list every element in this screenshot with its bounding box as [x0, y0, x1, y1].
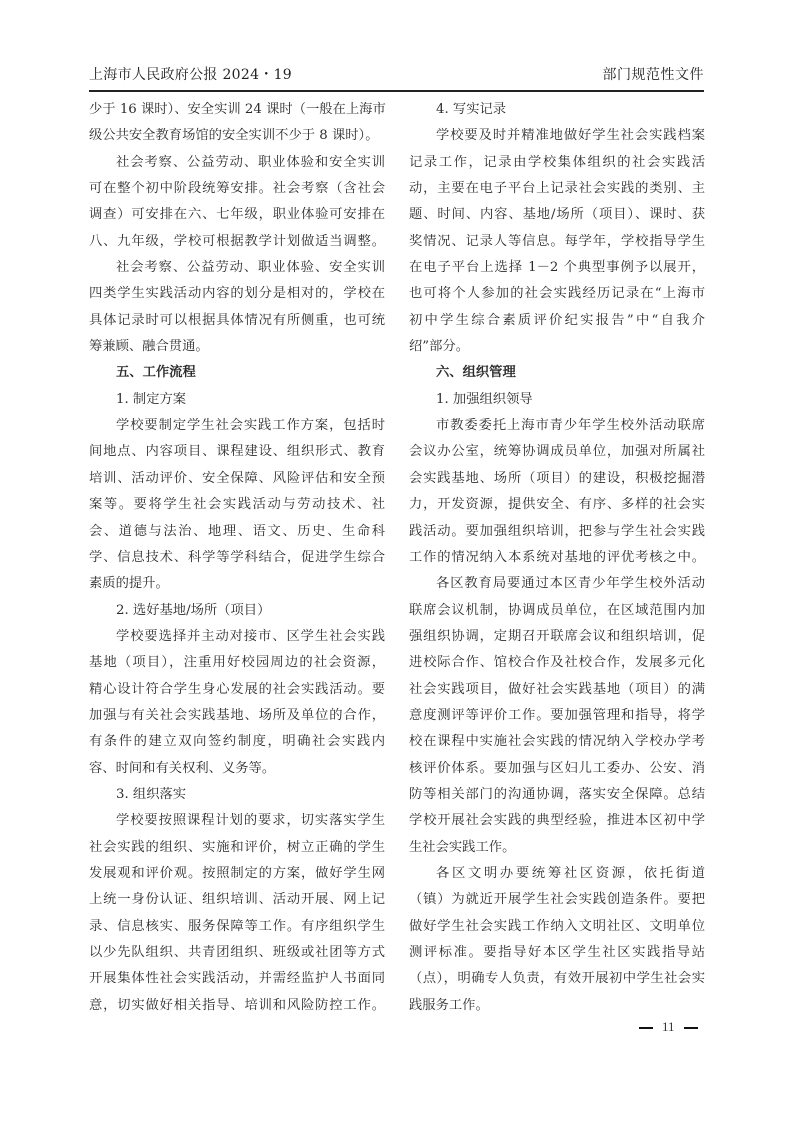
text-line: 市教委委托上海市青少年学生校外活动联席 [436, 418, 705, 434]
text-line: 学校要及时并精准地做好学生社会实践档案 [436, 128, 705, 144]
section-title: 部门规范性文件 [602, 67, 704, 83]
text-line: 可在整个初中阶段统筹安排。社会考察（含社会 [89, 181, 385, 197]
text-line: 四类学生实践活动内容的划分是相对的，学校在 [89, 286, 385, 302]
text-line: 生社会实践工作。 [409, 839, 516, 855]
text-line: 学校要制定学生社会实践工作方案，包括时 [116, 418, 385, 434]
running-header [89, 64, 704, 86]
publication-title: 上海市人民政府公报 2024・19 [89, 67, 292, 83]
page-number-text: 11 [662, 1019, 675, 1034]
text-line: 意度测评等评价工作。要加强管理和指导，将学 [409, 707, 705, 723]
text-line: 学、信息技术、科学等学科结合，促进学生综合 [89, 549, 385, 565]
text-line: 素质的提升。 [89, 576, 169, 592]
text-line: 联席会议机制，协调成员单位，在区域范围内加 [409, 602, 705, 618]
text-line: 1. 加强组织领导 [436, 391, 533, 407]
left-column [89, 97, 385, 1019]
text-line: 做好学生社会实践工作纳入文明社区、文明单位 [409, 918, 705, 934]
text-line: 践活动。要加强组织培训，把参与学生社会实践 [409, 523, 705, 539]
text-line: 学校开展社会实践的典型经验，推进本区初中学 [409, 813, 705, 829]
text-line: 践服务工作。 [409, 997, 489, 1013]
text-line: 学校要按照课程计划的要求，切实落实学生 [116, 813, 385, 829]
text-line: 意，切实做好相关指导、培训和风险防控工作。 [89, 997, 385, 1013]
text-line: 初中学生综合素质评价纪实报告”中“自我介 [409, 312, 705, 328]
text-line: 防等相关部门的沟通协调，落实安全保障。总结 [409, 786, 705, 802]
header-rule [89, 90, 704, 92]
text-line: 社会实践项目，做好社会实践基地（项目）的满 [409, 681, 705, 697]
text-line: 4. 写实记录 [436, 102, 507, 117]
dash-right [684, 1027, 698, 1029]
text-line: 强组织协调，定期召开联席会议和组织培训，促 [409, 628, 705, 644]
text-line: 学校要选择并主动对接市、区学生社会实践 [116, 628, 385, 644]
text-line: 核评价体系。要加强与区妇儿工委办、公安、消 [409, 760, 705, 776]
text-line: 会议办公室，统筹协调成员单位，加强对所属社 [409, 444, 705, 460]
text-line: 社会实践的组织、实施和评价，树立正确的学生 [89, 839, 385, 855]
text-line: 发展观和评价观。按照制定的方案，做好学生网 [89, 865, 385, 881]
text-line: 2. 选好基地/场所（项目） [116, 602, 271, 618]
text-line: 各区文明办要统筹社区资源，依托街道 [436, 865, 705, 881]
dash-left [639, 1027, 653, 1029]
text-line: 上统一身份认证、组织培训、活动开展、网上记 [89, 892, 385, 908]
text-line: 题、时间、内容、基地/场所（项目）、课时、获 [409, 207, 705, 223]
text-line: （点），明确专人负责，有效开展初中学生社会实 [409, 971, 705, 987]
text-line: 案等。要将学生社会实践活动与劳动技术、社 [89, 497, 385, 513]
section-heading: 五、工作流程 [116, 365, 196, 381]
text-line: 在电子平台上选择 1－2 个典型事例予以展开， [409, 260, 705, 276]
text-line: 1. 制定方案 [116, 391, 187, 407]
text-line: （镇）为就近开展学生社会实践创造条件。要把 [409, 892, 705, 908]
text-line: 3. 组织落实 [116, 786, 187, 802]
page-number [630, 1019, 707, 1035]
text-line: 测评标准。要指导好本区学生社区实践指导站 [409, 945, 705, 960]
text-line: 精心设计符合学生身心发展的社会实践活动。要 [89, 681, 385, 697]
text-line: 会、道德与法治、地理、语文、历史、生命科 [89, 523, 385, 539]
text-line: 开展集体性社会实践活动，并需经监护人书面同 [89, 971, 385, 987]
text-line: 具体记录时可以根据具体情况有所侧重，也可统 [89, 312, 385, 328]
text-line: 录、信息核实、服务保障等工作。有序组织学生 [89, 918, 385, 934]
text-line: 奖情况、记录人等信息。每学年，学校指导学生 [409, 233, 705, 249]
text-line: 调查）可安排在六、七年级，职业体验可安排在 [89, 207, 385, 223]
text-line: 各区教育局要通过本区青少年学生校外活动 [436, 576, 705, 592]
text-line: 容、时间和有关权利、义务等。 [89, 760, 276, 776]
text-line: 也可将个人参加的社会实践经历记录在“上海市 [409, 286, 705, 302]
text-line: 有条件的建立双向签约制度，明确社会实践内 [89, 734, 385, 750]
text-line: 记录工作，记录由学校集体组织的社会实践活 [409, 154, 705, 170]
text-line: 绍”部分。 [409, 339, 469, 355]
text-line: 基地（项目），注重用好校园周边的社会资源， [89, 655, 385, 671]
text-line: 少于 16 课时）、安全实训 24 课时（一般在上海市 [89, 102, 386, 117]
text-line: 会实践基地、场所（项目）的建设，积极挖掘潜 [409, 470, 705, 486]
text-line: 工作的情况纳入本系统对基地的评优考核之中。 [409, 549, 705, 565]
text-line: 筹兼顾、融合贯通。 [89, 339, 209, 355]
text-line: 培训、活动评价、安全保障、风险评估和安全预 [89, 470, 385, 486]
text-line: 八、九年级，学校可根据教学计划做适当调整。 [89, 233, 385, 249]
text-line: 以少先队组织、共青团组织、班级或社团等方式 [89, 945, 385, 960]
text-line: 加强与有关社会实践基地、场所及单位的合作， [89, 707, 385, 723]
text-line: 社会考察、公益劳动、职业体验、安全实训 [116, 260, 385, 276]
section-heading: 六、组织管理 [436, 365, 516, 381]
right-column [409, 97, 705, 1019]
text-line: 社会考察、公益劳动、职业体验和安全实训 [116, 154, 385, 170]
text-line: 力，开发资源，提供安全、有序、多样的社会实 [409, 497, 705, 513]
text-line: 进校际合作、馆校合作及社校合作，发展多元化 [409, 655, 705, 671]
text-line: 级公共安全教育场馆的安全实训不少于 8 课时）。 [89, 128, 379, 144]
text-line: 校在课程中实施社会实践的情况纳入学校办学考 [409, 734, 705, 750]
text-line: 动，主要在电子平台上记录社会实践的类别、主 [409, 181, 705, 197]
text-line: 间地点、内容项目、课程建设、组织形式、教育 [89, 444, 385, 460]
